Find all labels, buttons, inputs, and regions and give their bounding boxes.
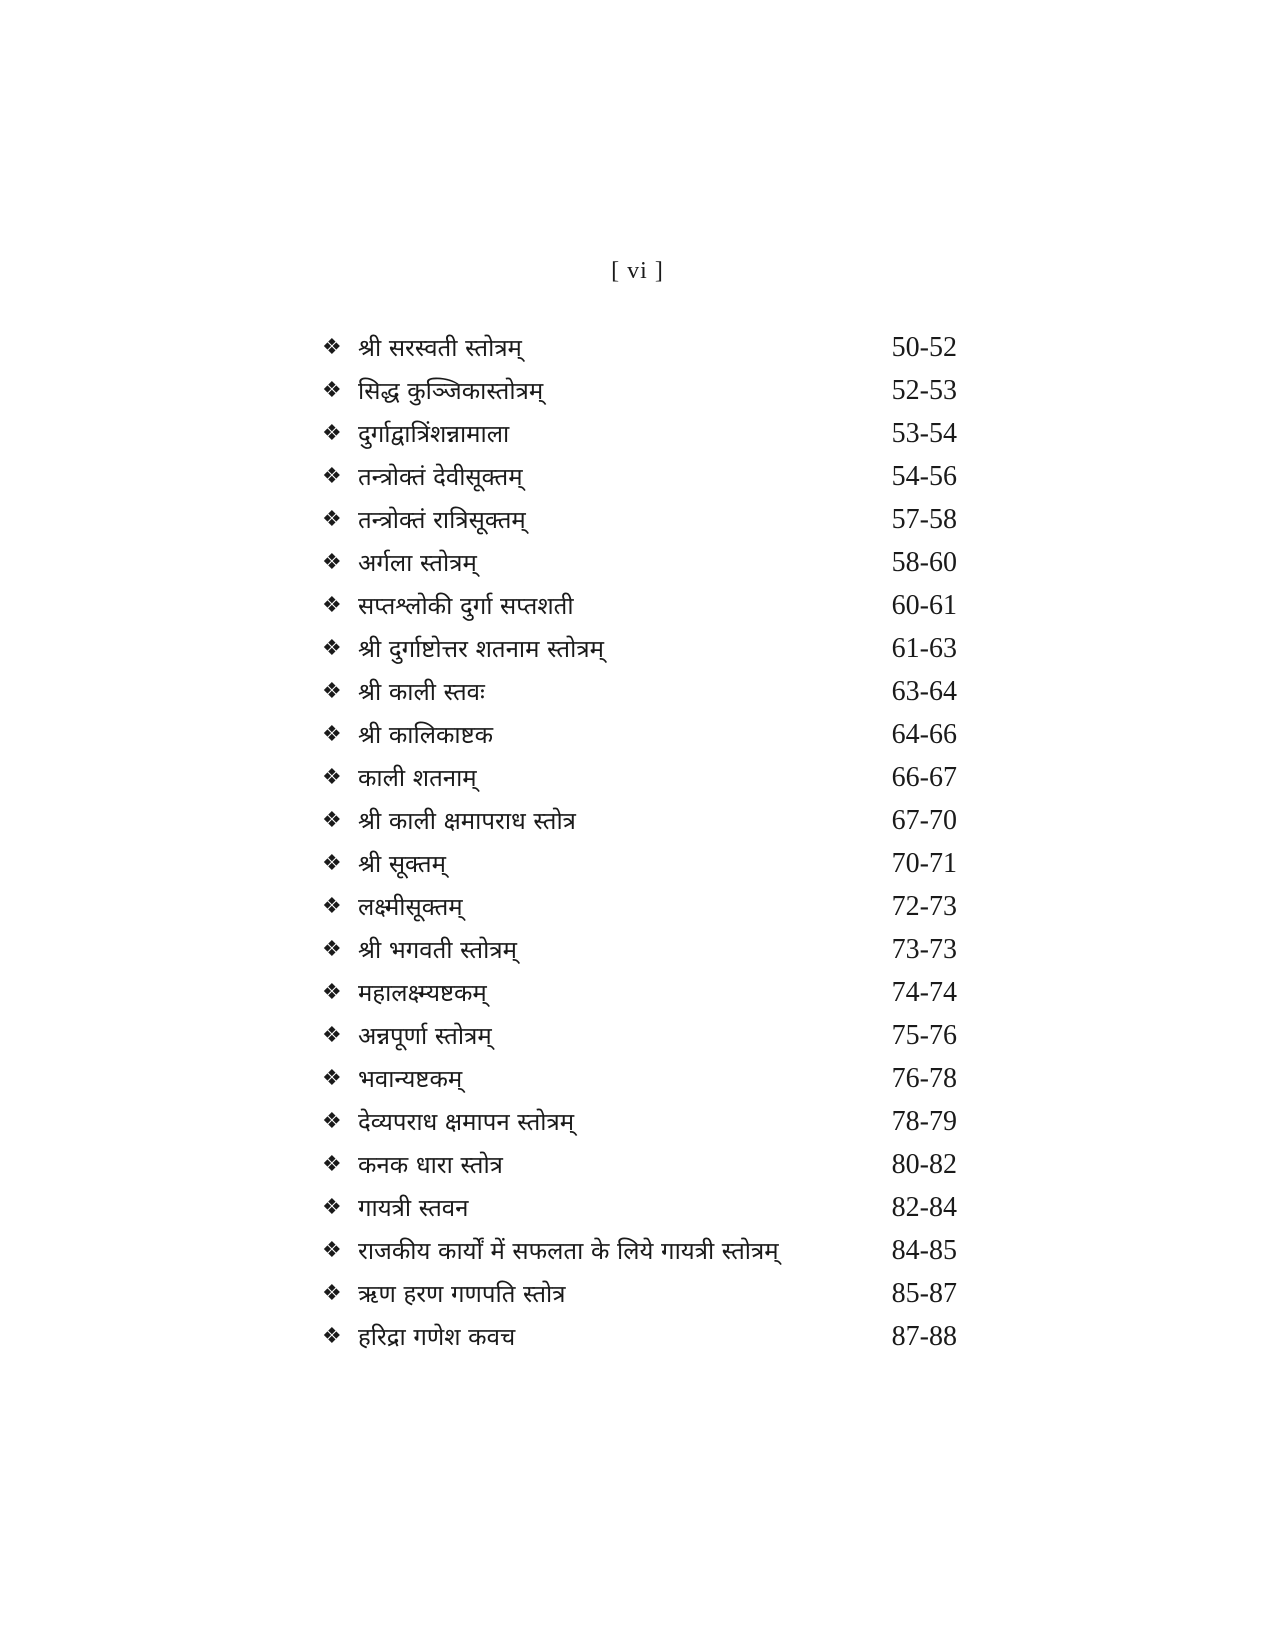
- diamond-bullet-icon: ❖: [322, 721, 342, 747]
- toc-entry-pages: 75-76: [891, 1019, 957, 1051]
- diamond-bullet-icon: ❖: [322, 1280, 342, 1306]
- toc-entry: [322, 1272, 957, 1315]
- toc-entry-title: सप्तश्लोकी दुर्गा सप्तशती: [358, 592, 574, 620]
- diamond-bullet-icon: ❖: [322, 1323, 342, 1349]
- toc-entry: [322, 1229, 957, 1272]
- toc-entry-title: लक्ष्मीसूक्तम्: [358, 893, 463, 921]
- table-of-contents: [322, 326, 957, 1358]
- diamond-bullet-icon: ❖: [322, 420, 342, 446]
- toc-entry-title: काली शतनाम्: [358, 764, 477, 792]
- toc-entry: [322, 1315, 957, 1358]
- diamond-bullet-icon: ❖: [322, 678, 342, 704]
- toc-entry: [322, 412, 957, 455]
- toc-entry: [322, 842, 957, 885]
- toc-entry: [322, 799, 957, 842]
- diamond-bullet-icon: ❖: [322, 549, 342, 575]
- toc-entry-pages: 53-54: [891, 417, 957, 449]
- diamond-bullet-icon: ❖: [322, 1065, 342, 1091]
- toc-entry: [322, 971, 957, 1014]
- toc-entry-title: अन्नपूर्णा स्तोत्रम्: [358, 1022, 492, 1050]
- toc-entry: [322, 1186, 957, 1229]
- toc-entry: [322, 541, 957, 584]
- diamond-bullet-icon: ❖: [322, 463, 342, 489]
- toc-entry: [322, 670, 957, 713]
- diamond-bullet-icon: ❖: [322, 1151, 342, 1177]
- diamond-bullet-icon: ❖: [322, 1108, 342, 1134]
- toc-entry-pages: 76-78: [891, 1062, 957, 1094]
- toc-entry-title: दुर्गाद्वात्रिंशन्नामाला: [358, 420, 510, 448]
- diamond-bullet-icon: ❖: [322, 1194, 342, 1220]
- toc-entry-title: अर्गला स्तोत्रम्: [358, 549, 477, 577]
- toc-entry-title: महालक्ष्म्यष्टकम्: [358, 979, 487, 1007]
- toc-entry: [322, 713, 957, 756]
- toc-entry: [322, 928, 957, 971]
- page-number: [ vi ]: [611, 258, 664, 284]
- diamond-bullet-icon: ❖: [322, 377, 342, 403]
- toc-entry-pages: 54-56: [891, 460, 957, 492]
- toc-entry: [322, 455, 957, 498]
- toc-entry-pages: 78-79: [891, 1105, 957, 1137]
- toc-entry-pages: 72-73: [891, 890, 957, 922]
- toc-entry-pages: 73-73: [891, 933, 957, 965]
- toc-entry-pages: 84-85: [891, 1234, 957, 1266]
- toc-entry: [322, 584, 957, 627]
- toc-entry-title: देव्यपराध क्षमापन स्तोत्रम्: [358, 1108, 575, 1136]
- toc-entry: [322, 498, 957, 541]
- toc-entry-pages: 74-74: [891, 976, 957, 1008]
- diamond-bullet-icon: ❖: [322, 635, 342, 661]
- toc-entry-title: सिद्ध कुञ्जिकास्तोत्रम्: [358, 377, 544, 405]
- toc-entry-pages: 67-70: [891, 804, 957, 836]
- diamond-bullet-icon: ❖: [322, 893, 342, 919]
- toc-entry-title: श्री दुर्गाष्टोत्तर शतनाम स्तोत्रम्: [358, 635, 604, 663]
- toc-entry-title: श्री सरस्वती स्तोत्रम्: [358, 334, 522, 362]
- toc-entry-title: राजकीय कार्यों में सफलता के लिये गायत्री स्तोत्रम्: [358, 1237, 779, 1265]
- diamond-bullet-icon: ❖: [322, 979, 342, 1005]
- diamond-bullet-icon: ❖: [322, 506, 342, 532]
- toc-entry: [322, 1143, 957, 1186]
- toc-entry: [322, 1057, 957, 1100]
- toc-entry-title: तन्त्रोक्तं रात्रिसूक्तम्: [358, 506, 526, 534]
- toc-entry: [322, 627, 957, 670]
- diamond-bullet-icon: ❖: [322, 850, 342, 876]
- toc-entry: [322, 369, 957, 412]
- toc-entry-pages: 52-53: [891, 374, 957, 406]
- toc-entry-title: भवान्यष्टकम्: [358, 1065, 463, 1093]
- toc-entry-pages: 58-60: [891, 546, 957, 578]
- diamond-bullet-icon: ❖: [322, 334, 342, 360]
- diamond-bullet-icon: ❖: [322, 936, 342, 962]
- toc-entry-title: ऋण हरण गणपति स्तोत्र: [358, 1280, 566, 1308]
- toc-entry-title: श्री काली क्षमापराध स्तोत्र: [358, 807, 576, 835]
- toc-entry-pages: 64-66: [891, 718, 957, 750]
- toc-entry-title: श्री काली स्तवः: [358, 678, 485, 706]
- toc-entry: [322, 326, 957, 369]
- toc-entry-title: श्री भगवती स्तोत्रम्: [358, 936, 517, 964]
- diamond-bullet-icon: ❖: [322, 592, 342, 618]
- toc-entry: [322, 756, 957, 799]
- toc-entry-pages: 70-71: [891, 847, 957, 879]
- diamond-bullet-icon: ❖: [322, 1237, 342, 1263]
- toc-entry-pages: 63-64: [891, 675, 957, 707]
- toc-entry-pages: 85-87: [891, 1277, 957, 1309]
- diamond-bullet-icon: ❖: [322, 807, 342, 833]
- toc-entry-pages: 60-61: [891, 589, 957, 621]
- toc-entry-pages: 57-58: [891, 503, 957, 535]
- toc-entry-title: श्री सूक्तम्: [358, 850, 446, 878]
- toc-entry-pages: 87-88: [891, 1320, 957, 1352]
- toc-entry: [322, 1014, 957, 1057]
- toc-entry-pages: 82-84: [891, 1191, 957, 1223]
- toc-entry-title: कनक धारा स्तोत्र: [358, 1151, 503, 1179]
- toc-entry-title: गायत्री स्तवन: [358, 1194, 469, 1222]
- toc-entry-pages: 66-67: [891, 761, 957, 793]
- toc-entry-pages: 80-82: [891, 1148, 957, 1180]
- toc-entry-title: श्री कालिकाष्टक: [358, 721, 494, 749]
- toc-entry-pages: 61-63: [891, 632, 957, 664]
- toc-entry: [322, 1100, 957, 1143]
- diamond-bullet-icon: ❖: [322, 1022, 342, 1048]
- toc-entry-pages: 50-52: [891, 331, 957, 363]
- diamond-bullet-icon: ❖: [322, 764, 342, 790]
- toc-entry-title: तन्त्रोक्तं देवीसूक्तम्: [358, 463, 523, 491]
- toc-entry-title: हरिद्रा गणेश कवच: [358, 1323, 516, 1351]
- toc-entry: [322, 885, 957, 928]
